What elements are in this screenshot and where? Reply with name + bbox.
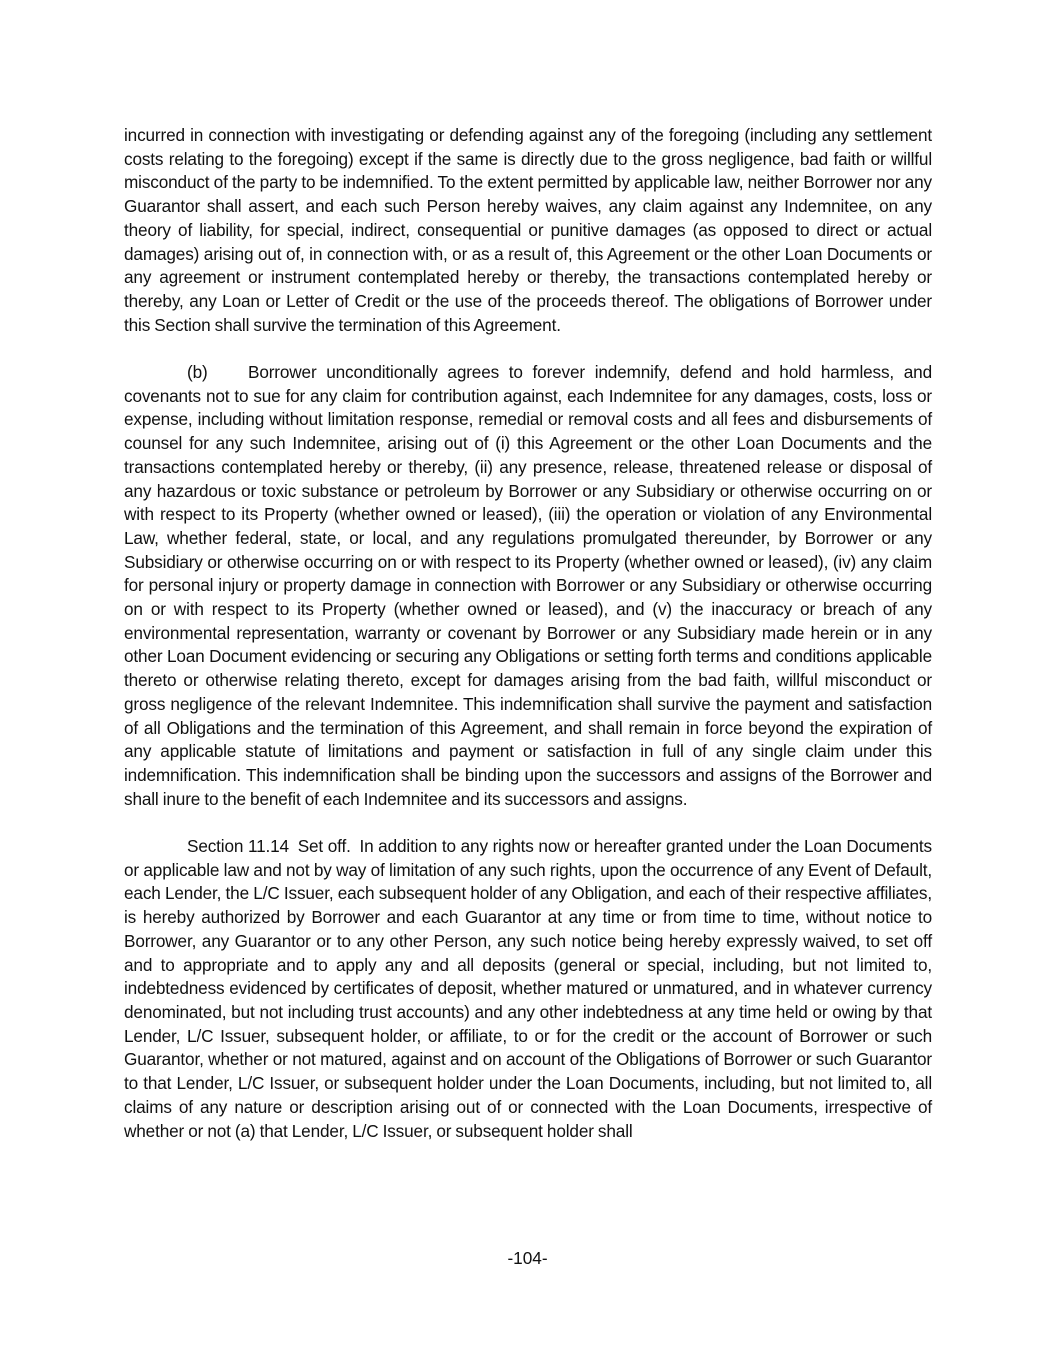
- paragraph-continuation: incurred in connection with investigating or defending against any of the foregoing (including any settlement costs relating to the foregoing) except if the same is directly due to the gross negligence, bad faith or willful misconduct of the party to be indemnified. To the extent permitted by applicable law, neither Borrower nor any Guarantor shall assert, and each such Person hereby waives, any claim against any Indemnitee, on any theory of liability, for special, indirect, consequential or punitive damages (as opposed to direct or actual damages) arising out of, in connection with, or as a result of, this Agreement or the other Loan Documents or any agreement or instrument contemplated hereby or thereby, the transactions contemplated hereby or thereby, any Loan or Letter of Credit or the use of the proceeds thereof. The obligations of Borrower under this Section shall survive the termination of this Agreement.: [124, 125, 932, 335]
- document-body: [124, 124, 932, 1143]
- section-title: Set off.: [297, 836, 351, 857]
- section-number: Section 11.14: [187, 836, 289, 857]
- page-number: -104-: [507, 1248, 548, 1268]
- section-text: In addition to any rights now or hereafter granted under the Loan Documents or applicable law and not by way of limitation of any such rights, upon the occurrence of any Event of Default, each Lender, the L/C Issuer, each subsequent holder of any Obligation, and each of their respective affiliates, is hereby authorized by Borrower and each Guarantor at any time or from time to time, without notice to Borrower, any Guarantor or to any other Person, any such notice being hereby expressly waived, to set off and to appropriate and to apply any and all deposits (general or special, including, but not limited to, indebtedness evidenced by certificates of deposit, whether matured or unmatured, and in whatever currency denominated, but not including trust accounts) and any other indebtedness at any time held or owing by that Lender, L/C Issuer, subsequent holder, or affiliate, to or for the credit or the account of Borrower or such Guarantor, whether or not matured, against and on account of the Obligations of Borrower or such Guarantor to that Lender, L/C Issuer, or subsequent holder under the Loan Documents, including, but not limited to, all claims of any nature or description arising out of or connected with the Loan Documents, irrespective of whether or not (a) that Lender, L/C Issuer, or subsequent holder shall: [124, 836, 932, 1141]
- paragraph-b-label: (b): [187, 362, 208, 383]
- paragraph-b: [124, 361, 932, 811]
- section-11-14-paragraph: [124, 835, 932, 1143]
- paragraph-b-text: Borrower unconditionally agrees to forever indemnify, defend and hold harmless, and covenants not to sue for any claim for contribution against, each Indemnitee for any damages, costs, loss or expense, including without limitation response, remedial or removal costs and all fees and disbursements of counsel for any such Indemnitee, arising out of (i) this Agreement or the other Loan Documents and the transactions contemplated hereby or thereby, (ii) any presence, release, threatened release or disposal of any hazardous or toxic substance or petroleum by Borrower or any Subsidiary or otherwise occurring on or with respect to its Property (whether owned or leased), (iii) the operation or violation of any Environmental Law, whether federal, state, or local, and any regulations promulgated thereunder, by Borrower or any Subsidiary or otherwise occurring on or with respect to its Property (whether owned or leased), (iv) any claim for personal injury or property damage in connection with Borrower or any Subsidiary or otherwise occurring on or with respect to its Property (whether owned or leased), and (v) the inaccuracy or breach of any environmental representation, warranty or covenant by Borrower or any Subsidiary made herein or in any other Loan Document evidencing or securing any Obligations or setting forth terms and conditions applicable thereto or otherwise relating thereto, except for damages arising from the bad faith, willful misconduct or gross negligence of the relevant Indemnitee. This indemnification shall survive the payment and satisfaction of all Obligations and the termination of this Agreement, and shall remain in force beyond the expiration of any applicable statute of limitations and payment or satisfaction in full of any single claim under this indemnification. This indemnification shall be binding upon the successors and assigns of the Borrower and shall inure to the benefit of each Indemnitee and its successors and assigns.: [124, 362, 932, 809]
